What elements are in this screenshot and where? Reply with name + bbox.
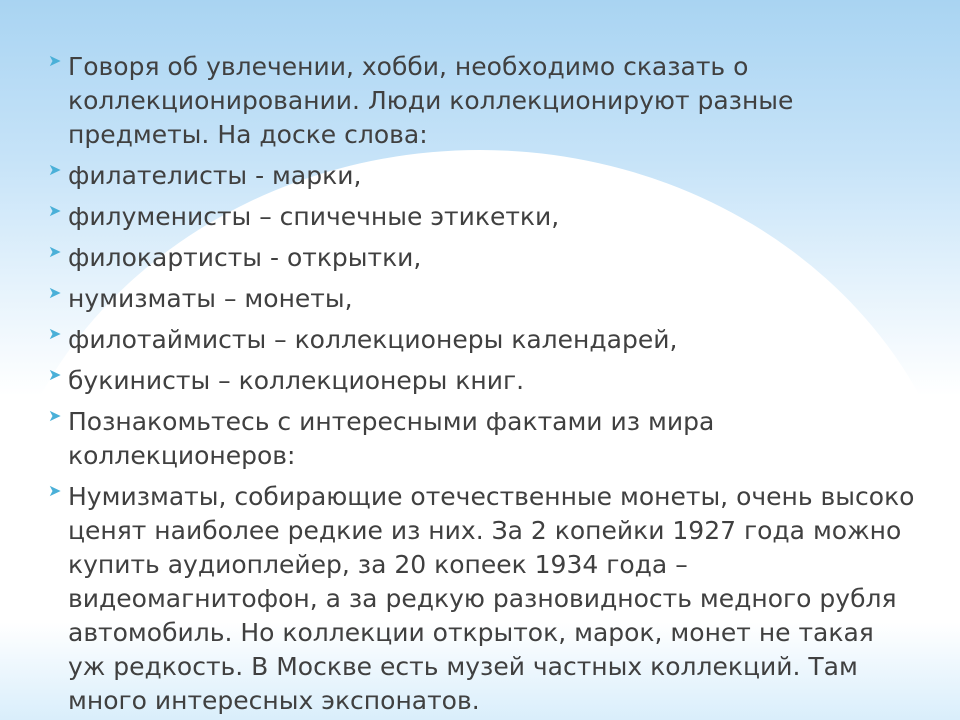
list-item-text: нумизматы – монеты, [68, 284, 353, 313]
list-item-text: Познакомьтесь с интересными фактами из мира коллекционеров: [68, 407, 715, 470]
list-item [38, 241, 918, 275]
list-item [38, 50, 918, 152]
bullet-list [38, 50, 918, 720]
arrowhead-bullet-icon: ➤ [48, 160, 62, 179]
list-item-text: филотаймисты – коллекционеры календарей, [68, 325, 678, 354]
list-item-text: филуменисты – спичечные этикетки, [68, 202, 560, 231]
list-item [38, 200, 918, 234]
arrowhead-bullet-icon: ➤ [48, 324, 62, 343]
list-item-text: Нумизматы, собирающие отечественные монеты, очень высоко ценят наиболее редкие из них. За 2 копейки 1927 года можно купить аудиоплейер, за 20 копеек 1934 года – видеомагнитофон, а за редкую разновидность медного рубля автомобиль. Но коллекции открыток, марок, монет не такая уж редкость. В Москве есть музей частных коллекций. Там много интересных экспонатов. [68, 482, 915, 715]
arrowhead-bullet-icon: ➤ [48, 51, 62, 70]
arrowhead-bullet-icon: ➤ [48, 365, 62, 384]
list-item-text: филокартисты - открытки, [68, 243, 422, 272]
arrowhead-bullet-icon: ➤ [48, 481, 62, 500]
arrowhead-bullet-icon: ➤ [48, 283, 62, 302]
list-item-text: Говоря об увлечении, хобби, необходимо сказать о коллекционировании. Люди коллекционируют разные предметы. На доске слова: [68, 52, 794, 149]
list-item [38, 323, 918, 357]
arrowhead-bullet-icon: ➤ [48, 242, 62, 261]
list-item [38, 480, 918, 718]
list-item [38, 159, 918, 193]
list-item [38, 282, 918, 316]
arrowhead-bullet-icon: ➤ [48, 201, 62, 220]
list-item-text: букинисты – коллекционеры книг. [68, 366, 525, 395]
list-item [38, 364, 918, 398]
list-item [38, 405, 918, 473]
arrowhead-bullet-icon: ➤ [48, 406, 62, 425]
list-item-text: филателисты - марки, [68, 161, 362, 190]
